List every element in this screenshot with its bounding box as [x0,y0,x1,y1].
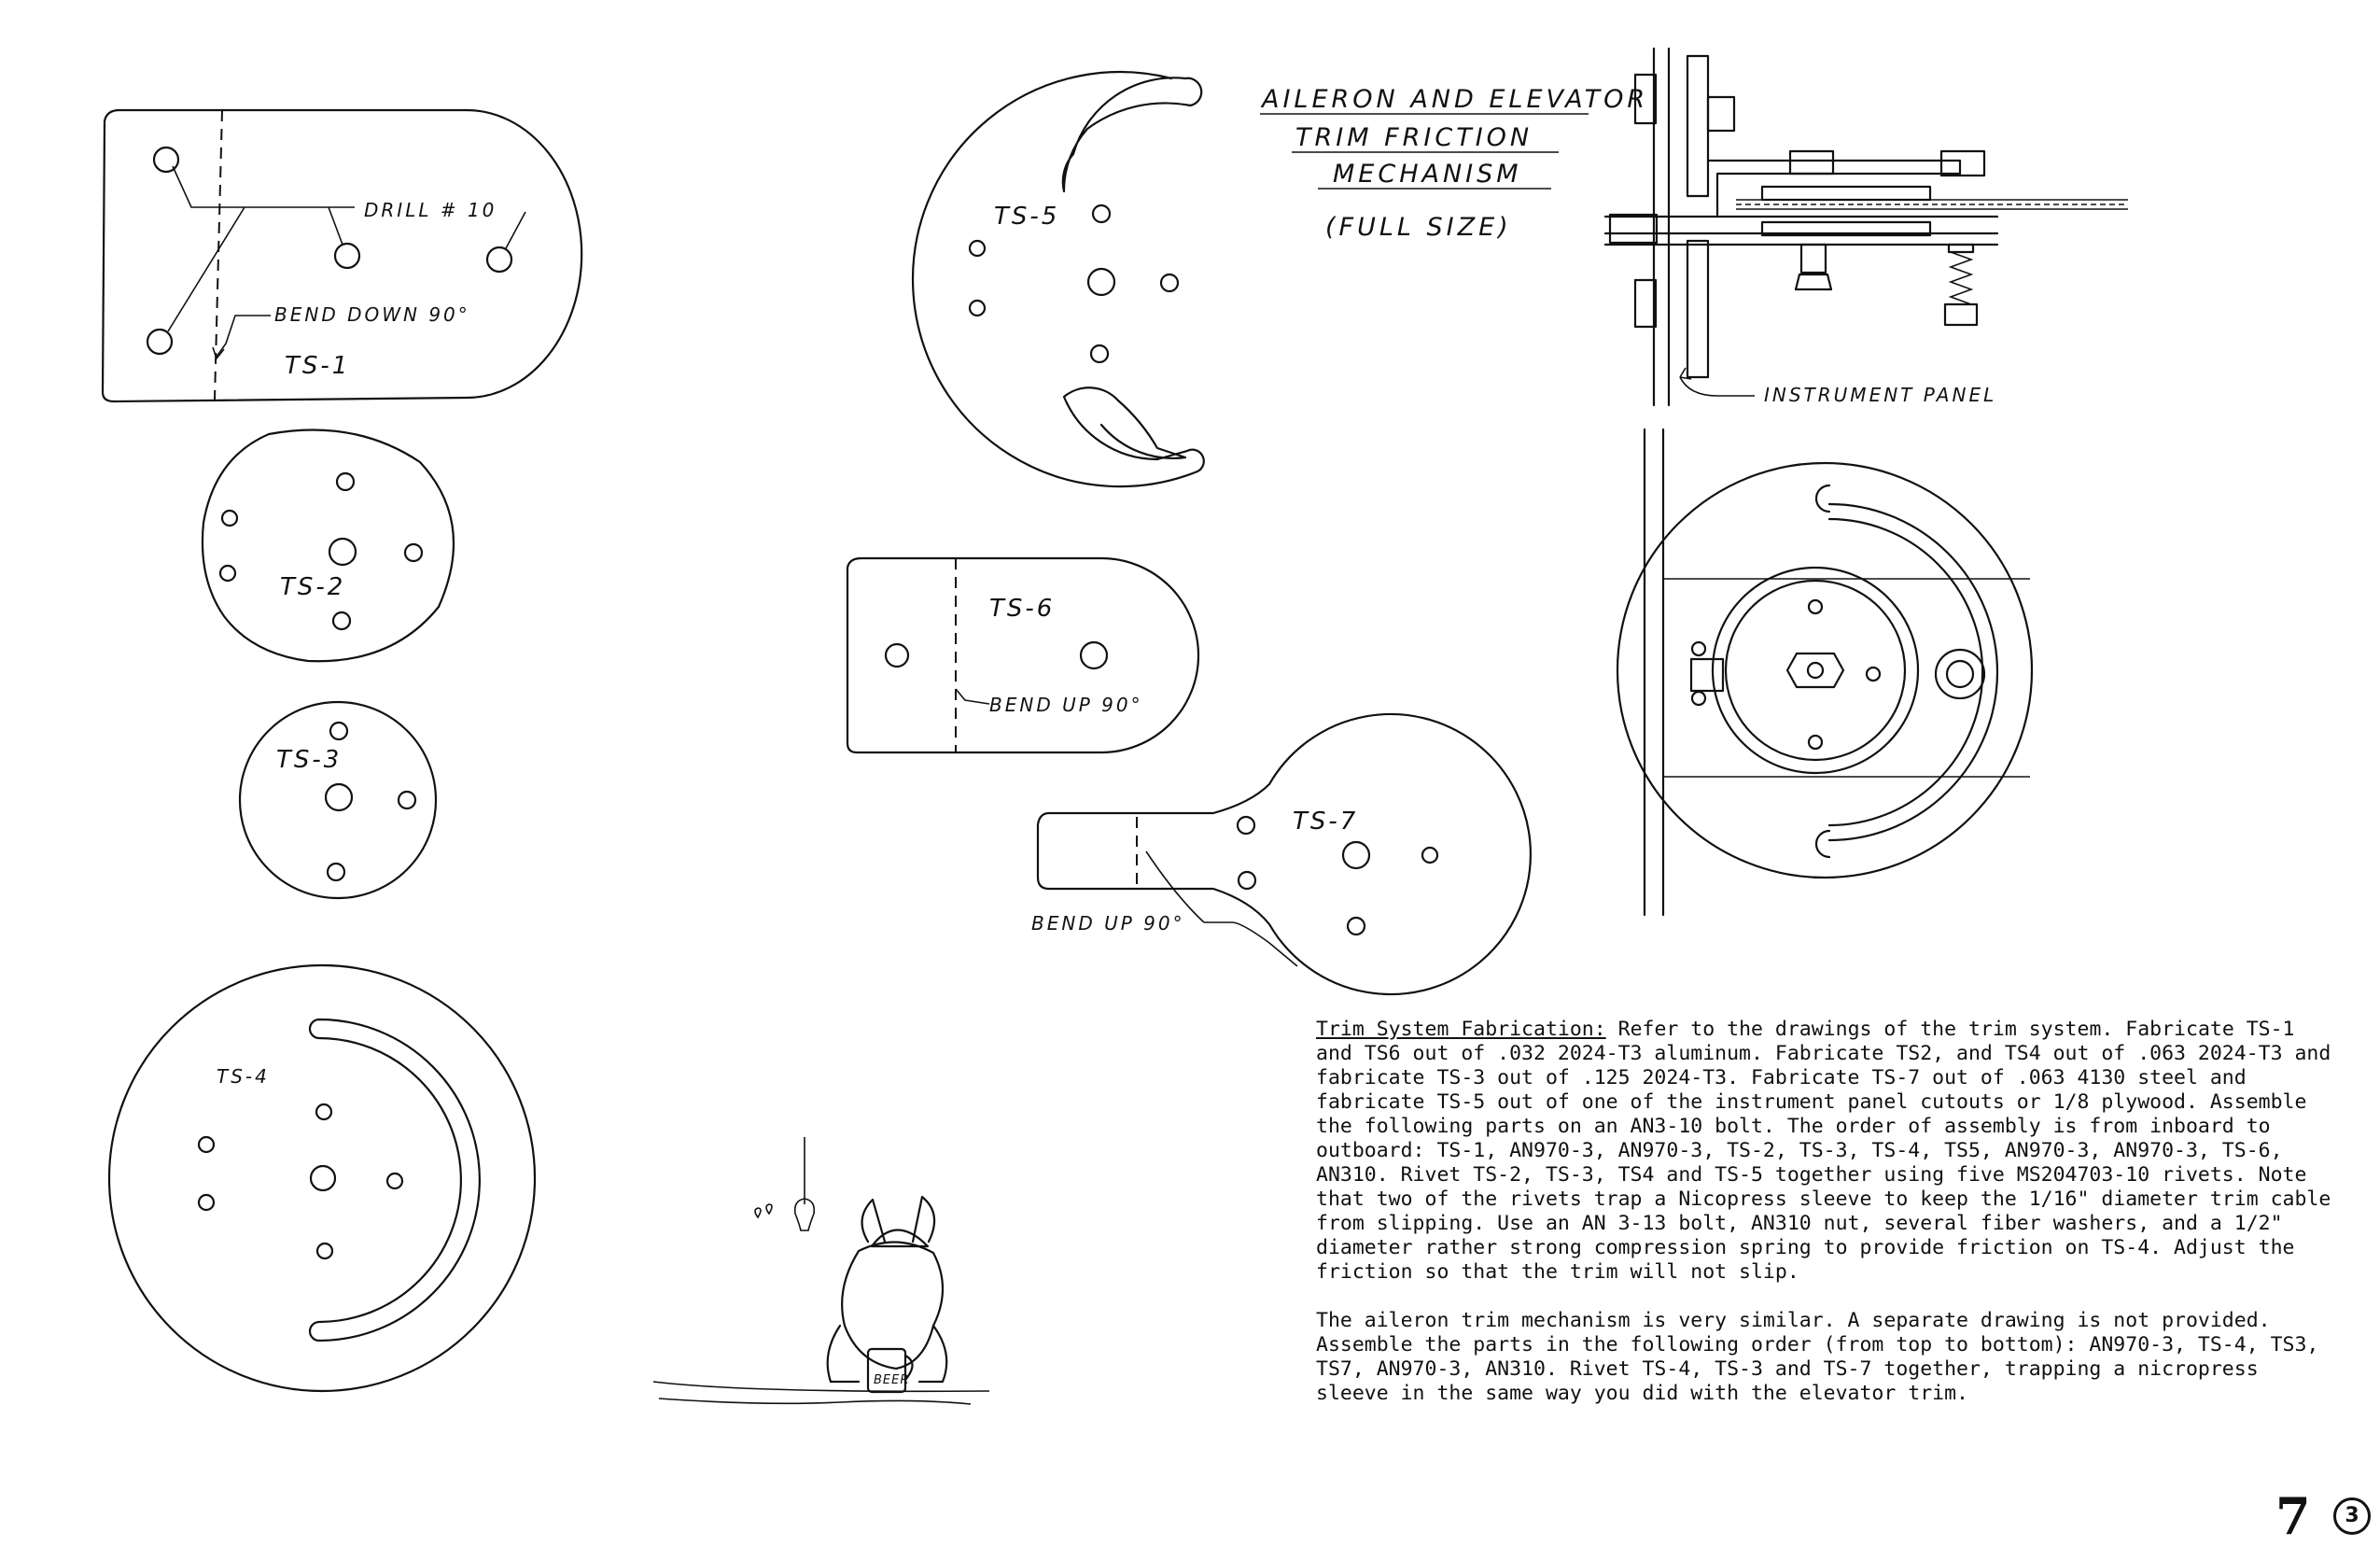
part-ts3 [240,702,436,898]
ts3-label: TS-3 [276,746,343,774]
notes-paragraph-1 [1316,1018,2343,1285]
bend-down-callout: BEND DOWN 90° [274,303,470,326]
part-ts5 [913,72,1204,486]
title-line2: TRIM FRICTION [1295,123,1533,152]
ts4-label: TS-4 [217,1065,270,1088]
viking-cartoon [653,1137,989,1404]
title-line3: MECHANISM [1333,160,1522,189]
bend-up-ts6-callout: BEND UP 90° [989,694,1143,716]
ts5-label: TS-5 [994,203,1060,231]
page-number: 7 [2275,1486,2311,1546]
part-ts1 [103,110,581,401]
notes-paragraph-2: The aileron trim mechanism is very similar. A separate drawing is not provided. Assemble the parts in the following order (from top to bottom): AN970-3, TS-4, TS3, TS7, AN970-3, AN310. Rivet TS-4, TS-3 and TS-7 together, trapping a nicropress sleeve in the same way you did with the elevator trim. [1316,1309,2319,1405]
title-scale: (FULL SIZE) [1325,213,1512,242]
part-ts2 [203,429,454,661]
part-ts6 [847,558,1198,752]
fabrication-notes [1316,1018,2343,1430]
ts2-label: TS-2 [280,573,346,601]
ts1-label: TS-1 [285,352,351,380]
notes-heading: Trim System Fabrication: [1316,1018,1606,1041]
title-line1: AILERON AND ELEVATOR [1262,85,1649,114]
front-assembly-view [1617,429,2032,915]
sheet-number-badge: 3 [2333,1497,2371,1535]
part-ts4 [109,965,535,1391]
bend-up-ts7-callout: BEND UP 90° [1031,912,1185,935]
side-assembly-view [1605,49,2128,406]
instrument-panel-callout: INSTRUMENT PANEL [1764,384,1997,406]
ts7-label: TS-7 [1293,808,1359,836]
drill-callout: DRILL # 10 [364,199,497,221]
ts6-label: TS-6 [989,595,1056,623]
notes-body-1: Refer to the drawings of the trim system. Fabricate TS-1 and TS6 out of .032 2024-T3 aluminum. Fabricate TS2, and TS4 out of .063 2024-T3 and fabricate TS-3 out of .125 2024-T3. Fabricate TS-7 out of .063 4130 steel and fabricate TS-5 out of one of the instrument panel cutouts or 1/8 plywood. Assemble the following parts on an AN3-10 bolt. The order of assembly is from inboard to outboard: TS-1, AN970-3, AN970-3, TS-2, TS-3, TS-4, TS5, AN970-3, AN970-3, TS-6, AN310. Rivet TS-2, TS-3, TS4 and TS-5 together using five MS204703-10 rivets. Note that two of the rivets trap a Nicopress sleeve to keep the 1/16" diameter trim cable from slipping. Use an AN 3-13 bolt, AN310 nut, several fiber washers, and a 1/2" diameter rather strong compression spring to provide friction on TS-4. Adjust the friction so that the trim will not slip. [1316,1018,2331,1284]
drawing-title [1260,85,1648,242]
part-ts7 [1031,714,1531,994]
beer-mug-label: BEER [874,1373,910,1387]
